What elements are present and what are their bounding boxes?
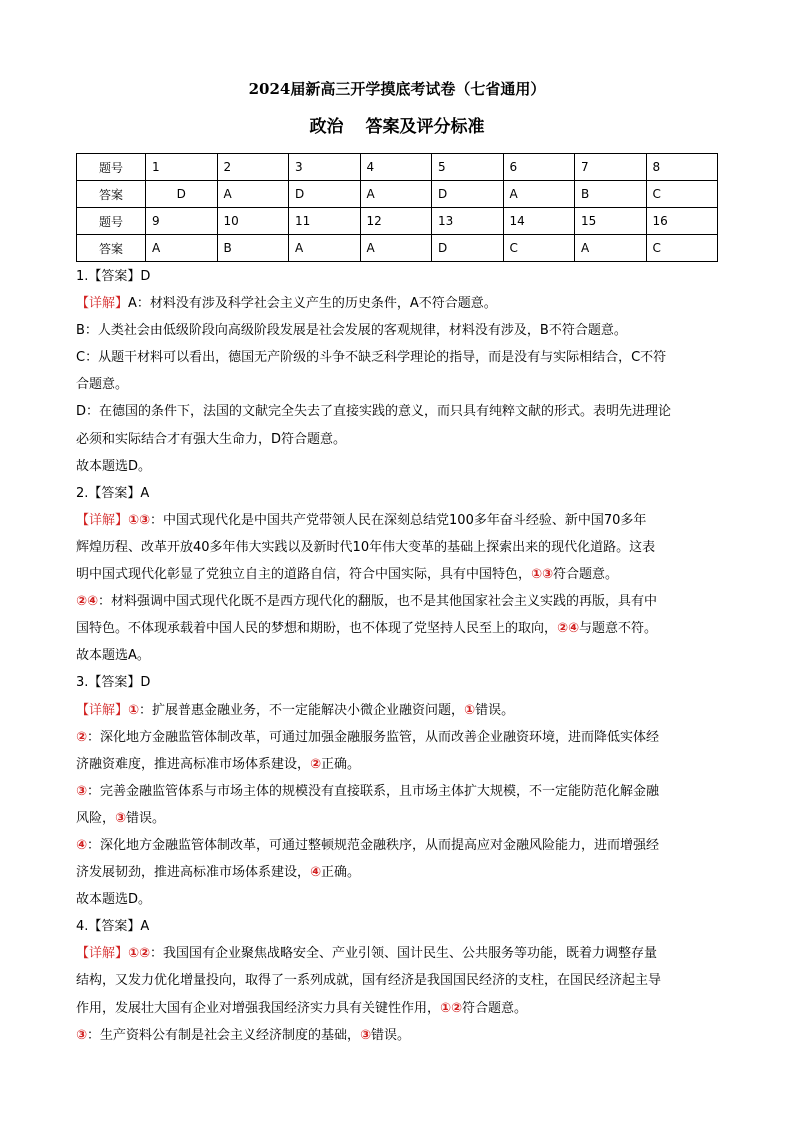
explanation-text: 错误。 — [371, 1027, 411, 1043]
table-cell: A — [360, 235, 432, 262]
option-marker: ②④ — [557, 621, 580, 637]
explanation-text: 错误。 — [126, 810, 166, 826]
table-row — [77, 154, 718, 181]
conclusion-line: 故本题选D。 — [76, 892, 152, 908]
table-cell: C — [646, 235, 718, 262]
table-cell: 4 — [360, 154, 432, 181]
explanation-text: 与题意不符。 — [579, 621, 658, 637]
option-marker: ① — [464, 702, 476, 718]
explanation-line: D：在德国的条件下，法国的文献完全失去了直接实践的意义，而只具有纯粹文献的形式。表明先进理论 — [76, 404, 672, 420]
explanation-text: 正确。 — [321, 756, 361, 772]
explanation-line — [76, 290, 721, 317]
explanation-line — [76, 561, 721, 588]
row-header: 答案 — [77, 181, 146, 208]
explanation-line — [76, 588, 721, 615]
option-marker: ③ — [360, 1027, 372, 1043]
explanation-line — [76, 805, 721, 832]
explanation-line: 结构，又发力优化增量投向，取得了一系列成就，国有经济是我国国民经济的支柱，在国民经济起主导 — [76, 973, 662, 989]
option-marker: ①② — [440, 1000, 463, 1016]
table-cell: 7 — [575, 154, 647, 181]
explanation-text: 符合题意。 — [462, 1000, 528, 1016]
explanation-text: ：材料强调中国式现代化既不是西方现代化的翻版，也不是其他国家社会主义实践的再版，具有中 — [98, 594, 658, 610]
table-cell: D — [432, 235, 504, 262]
explanation-text: 错误。 — [475, 702, 515, 718]
answer-explanations — [76, 263, 721, 1049]
explanation-line: B：人类社会由低级阶段向高级阶段发展是社会发展的客观规律，材料没有涉及，B不符合题意。 — [76, 323, 627, 339]
explanation-line — [76, 995, 721, 1022]
explanation-line: 必须和实际结合才有强大生命力，D符合题意。 — [76, 431, 347, 447]
explanation-line: C：从题干材料可以看出，德国无产阶级的斗争不缺乏科学理论的指导，而是没有与实际相结合，C不符 — [76, 350, 667, 366]
explanation-text: 正确。 — [321, 865, 361, 881]
option-marker: ①③ — [128, 512, 151, 528]
conclusion-line: 故本题选D。 — [76, 458, 152, 474]
explanation-text: 作用，发展壮大国有企业对增强我国经济实力具有关键性作用， — [76, 1000, 441, 1016]
table-cell: 11 — [289, 208, 361, 235]
subtitle-text: 答案及评分标准 — [365, 117, 485, 137]
explanation-text: 符合题意。 — [553, 567, 619, 583]
table-cell: 2 — [217, 154, 289, 181]
table-cell: 10 — [217, 208, 289, 235]
row-header: 题号 — [77, 154, 146, 181]
option-marker: ③ — [115, 810, 127, 826]
option-marker: ③ — [76, 1027, 88, 1043]
option-marker: ② — [76, 729, 88, 745]
explanation-line — [76, 859, 721, 886]
option-marker: ④ — [310, 865, 322, 881]
explanation-line — [76, 724, 721, 751]
explanation-text: ：完善金融监管体系与市场主体的规模没有直接联系，且市场主体扩大规模，不一定能防范化解金融 — [87, 783, 660, 799]
table-row — [77, 181, 718, 208]
table-cell: A — [575, 235, 647, 262]
table-cell: A — [146, 235, 218, 262]
table-cell: 5 — [432, 154, 504, 181]
table-cell: 9 — [146, 208, 218, 235]
explanation-text: A：材料没有涉及科学社会主义产生的历史条件，A不符合题意。 — [128, 296, 497, 312]
table-cell: C — [646, 181, 718, 208]
detail-tag: 【详解】 — [76, 946, 129, 962]
table-cell: A — [289, 235, 361, 262]
explanation-line — [76, 940, 721, 967]
table-cell: 1 — [146, 154, 218, 181]
answer-heading: 4.【答案】A — [76, 919, 150, 935]
explanation-line — [76, 832, 721, 859]
table-cell: 14 — [503, 208, 575, 235]
conclusion-line: 故本题选A。 — [76, 648, 150, 664]
row-header: 答案 — [77, 235, 146, 262]
table-cell: 6 — [503, 154, 575, 181]
table-cell: 3 — [289, 154, 361, 181]
table-cell: 16 — [646, 208, 718, 235]
answer-table — [76, 153, 718, 262]
table-cell: A — [217, 181, 289, 208]
option-marker: ② — [310, 756, 322, 772]
explanation-line — [76, 507, 721, 534]
explanation-text: 明中国式现代化彰显了党独立自主的道路自信，符合中国实际，具有中国特色， — [76, 567, 532, 583]
option-marker: ①③ — [531, 567, 554, 583]
table-cell: 15 — [575, 208, 647, 235]
explanation-text: 国特色。不体现承载着中国人民的梦想和期盼，也不体现了党坚持人民至上的取向， — [76, 621, 558, 637]
explanation-text: ：深化地方金融监管体制改革，可通过整顿规范金融秩序，从而提高应对金融风险能力，进而增强经 — [87, 837, 660, 853]
option-marker: ①② — [128, 946, 151, 962]
explanation-line — [76, 615, 721, 642]
explanation-line — [76, 751, 721, 778]
table-cell: D — [146, 181, 218, 208]
explanation-text: 风险， — [76, 810, 116, 826]
answer-heading: 1.【答案】D — [76, 269, 151, 284]
explanation-text: ：生产资料公有制是社会主义经济制度的基础， — [87, 1027, 361, 1043]
answer-heading: 3.【答案】D — [76, 675, 151, 691]
explanation-line — [76, 778, 721, 805]
table-cell: 13 — [432, 208, 504, 235]
option-marker: ②④ — [76, 594, 99, 610]
explanation-text: 济发展韧劲，推进高标准市场体系建设， — [76, 865, 311, 881]
explanation-text: ：我国国有企业聚焦战略安全、产业引领、国计民生、公共服务等功能，既着力调整存量 — [150, 946, 658, 962]
detail-tag: 【详解】 — [76, 512, 129, 528]
option-marker: ④ — [76, 837, 88, 853]
explanation-line — [76, 1022, 721, 1049]
table-cell: 12 — [360, 208, 432, 235]
explanation-text: 济融资难度，推进高标准市场体系建设， — [76, 756, 311, 772]
explanation-text: ：中国式现代化是中国共产党带领人民在深刻总结党100多年奋斗经验、新中国70多年 — [150, 512, 647, 528]
explanation-line — [76, 697, 721, 724]
table-cell: D — [432, 181, 504, 208]
subject-name: 政治 — [309, 117, 344, 137]
table-cell: C — [503, 235, 575, 262]
table-cell: 8 — [646, 154, 718, 181]
option-marker: ① — [128, 702, 140, 718]
detail-tag: 【详解】 — [76, 702, 129, 718]
explanation-text: ：深化地方金融监管体制改革，可通过加强金融服务监管，从而改善企业融资环境，进而降低实体经 — [87, 729, 660, 745]
exam-subtitle — [0, 116, 794, 138]
explanation-text: ：扩展普惠金融业务，不一定能解决小微企业融资问题， — [139, 702, 465, 718]
exam-title: 2024届新高三开学摸底考试卷（七省通用） — [248, 80, 546, 98]
detail-tag: 【详解】 — [76, 296, 129, 312]
answer-heading: 2.【答案】A — [76, 485, 150, 501]
table-cell: B — [217, 235, 289, 262]
table-cell: B — [575, 181, 647, 208]
table-cell: A — [503, 181, 575, 208]
explanation-line: 合题意。 — [76, 377, 129, 393]
option-marker: ③ — [76, 783, 88, 799]
row-header: 题号 — [77, 208, 146, 235]
table-cell: A — [360, 181, 432, 208]
explanation-line: 辉煌历程、改革开放40多年伟大实践以及新时代10年伟大变革的基础上探索出来的现代化道路。这表 — [76, 539, 656, 555]
table-cell: D — [289, 181, 361, 208]
table-row — [77, 208, 718, 235]
table-row — [77, 235, 718, 262]
